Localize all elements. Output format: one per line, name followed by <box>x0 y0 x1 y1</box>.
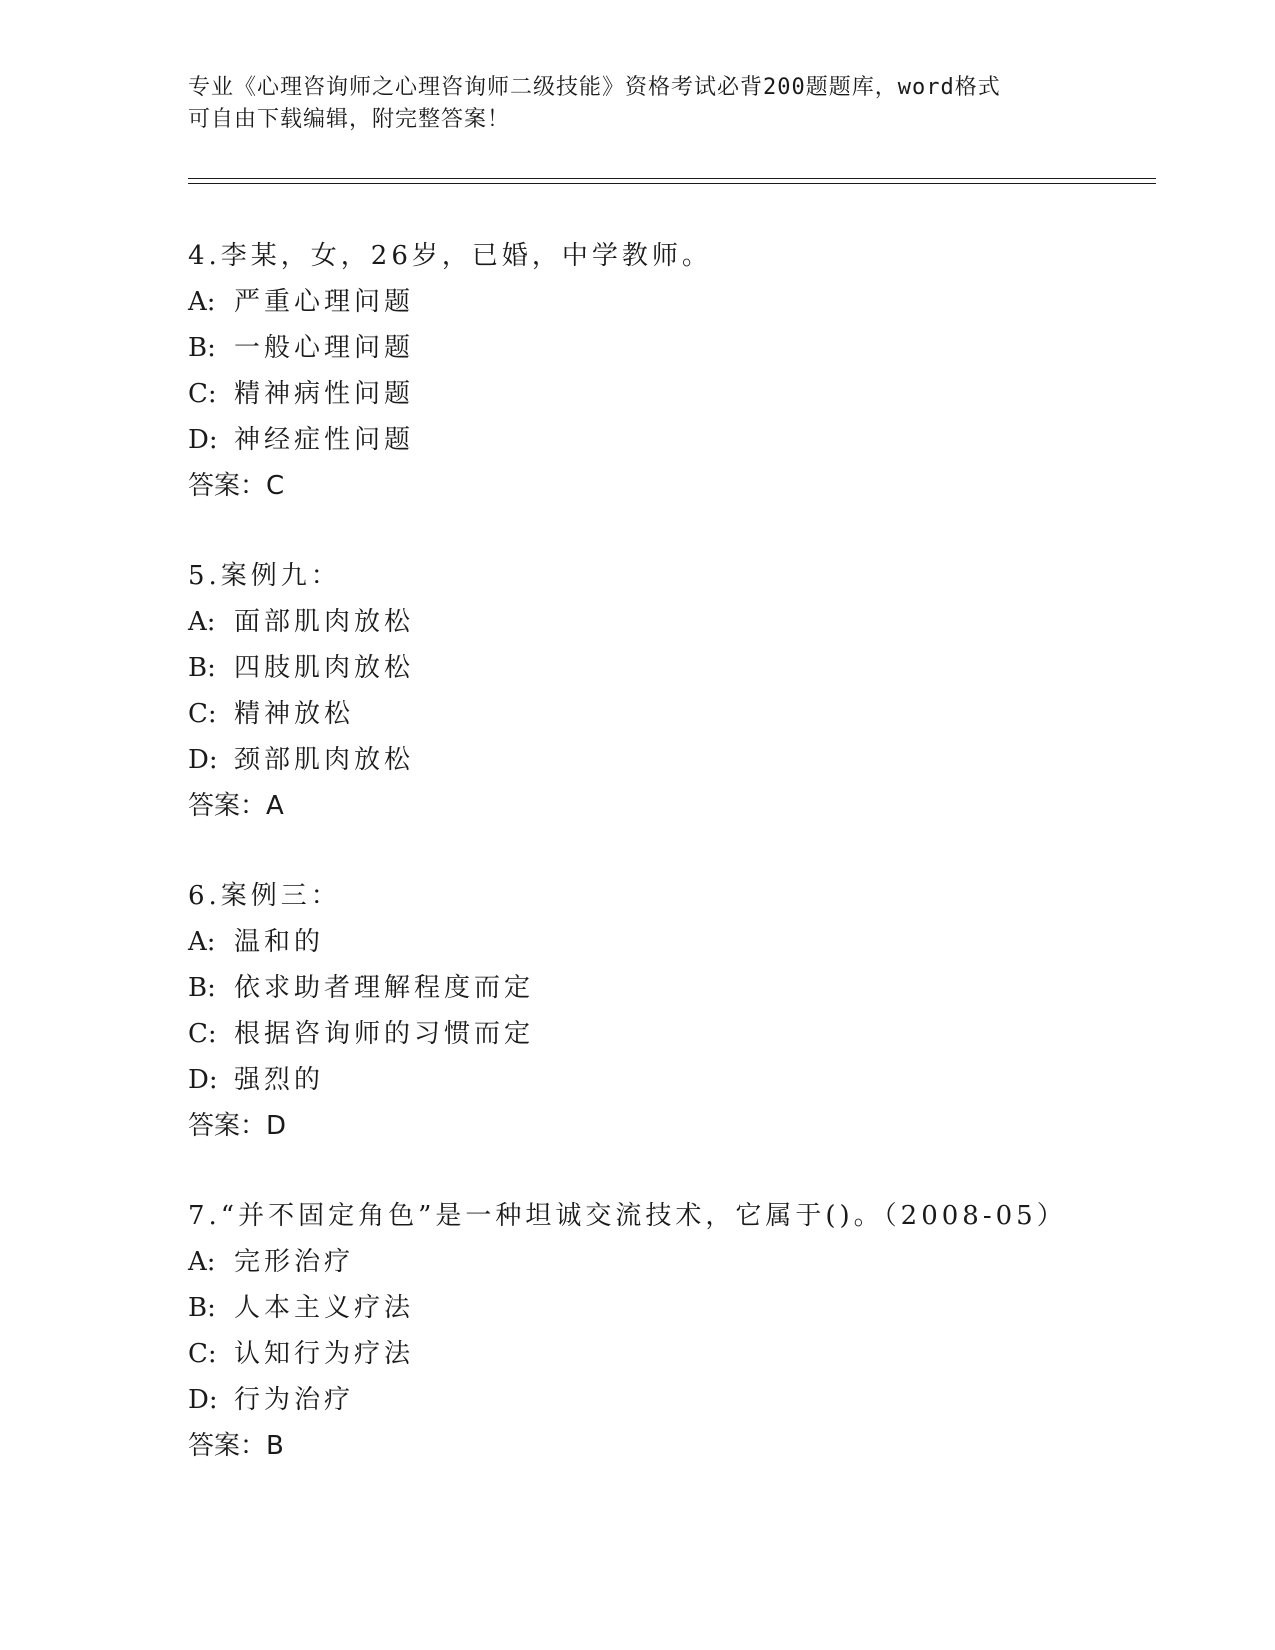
option-text: 行为治疗 <box>234 1385 355 1415</box>
answer-line: 答案：D <box>188 1111 287 1141</box>
option-key: C: <box>188 699 217 729</box>
question-stem: 6.案例三： <box>188 881 341 911</box>
option-key: B: <box>188 973 216 1003</box>
question-stem: 4.李某，女，26岁，已婚，中学教师。 <box>188 241 712 271</box>
question-stem: 5.案例九： <box>188 561 341 591</box>
question-stem: 7.“并不固定角色”是一种坦诚交流技术，它属于()。（2008-05） <box>188 1201 1067 1231</box>
option-key: A: <box>188 927 216 957</box>
question-7 <box>188 1193 1148 1469</box>
option-key: B: <box>188 653 216 683</box>
document-header <box>188 72 1088 136</box>
option-d <box>188 1057 1148 1103</box>
option-key: D: <box>188 1385 218 1415</box>
option-a <box>188 599 1148 645</box>
question-list <box>188 233 1148 1513</box>
option-text: 根据咨询师的习惯而定 <box>234 1019 535 1049</box>
option-text: 神经症性问题 <box>234 425 415 455</box>
option-key: D: <box>188 745 218 775</box>
option-d <box>188 1377 1148 1423</box>
option-text: 一般心理问题 <box>234 333 415 363</box>
option-key: B: <box>188 1293 216 1323</box>
option-key: A: <box>188 287 216 317</box>
option-text: 温和的 <box>234 927 325 957</box>
option-text: 四肢肌肉放松 <box>234 653 415 683</box>
option-key: A: <box>188 607 216 637</box>
option-text: 精神病性问题 <box>234 379 415 409</box>
option-c <box>188 691 1148 737</box>
option-c <box>188 1331 1148 1377</box>
option-d <box>188 737 1148 783</box>
option-d <box>188 417 1148 463</box>
option-text: 人本主义疗法 <box>234 1293 415 1323</box>
header-line-1: 专业《心理咨询师之心理咨询师二级技能》资格考试必背200题题库，word格式 <box>188 75 1001 100</box>
question-6 <box>188 873 1148 1149</box>
answer-line: 答案：C <box>188 471 285 501</box>
option-key: B: <box>188 333 216 363</box>
option-text: 完形治疗 <box>234 1247 355 1277</box>
option-b <box>188 965 1148 1011</box>
question-4 <box>188 233 1148 509</box>
option-text: 面部肌肉放松 <box>234 607 415 637</box>
option-a <box>188 1239 1148 1285</box>
option-key: D: <box>188 425 218 455</box>
option-text: 颈部肌肉放松 <box>234 745 415 775</box>
option-text: 严重心理问题 <box>234 287 415 317</box>
option-key: C: <box>188 1339 217 1369</box>
option-text: 依求助者理解程度而定 <box>234 973 535 1003</box>
header-divider-bottom <box>188 183 1156 184</box>
option-a <box>188 279 1148 325</box>
option-text: 强烈的 <box>234 1065 325 1095</box>
option-c <box>188 371 1148 417</box>
option-a <box>188 919 1148 965</box>
option-b <box>188 645 1148 691</box>
option-key: C: <box>188 1019 217 1049</box>
option-text: 精神放松 <box>234 699 355 729</box>
option-key: D: <box>188 1065 218 1095</box>
header-line-2: 可自由下载编辑，附完整答案！ <box>188 107 511 132</box>
option-b <box>188 325 1148 371</box>
answer-line: 答案：B <box>188 1431 284 1461</box>
option-key: C: <box>188 379 217 409</box>
option-key: A: <box>188 1247 216 1277</box>
option-c <box>188 1011 1148 1057</box>
answer-line: 答案：A <box>188 791 284 821</box>
question-5 <box>188 553 1148 829</box>
option-text: 认知行为疗法 <box>234 1339 415 1369</box>
option-b <box>188 1285 1148 1331</box>
header-divider-top <box>188 178 1156 179</box>
